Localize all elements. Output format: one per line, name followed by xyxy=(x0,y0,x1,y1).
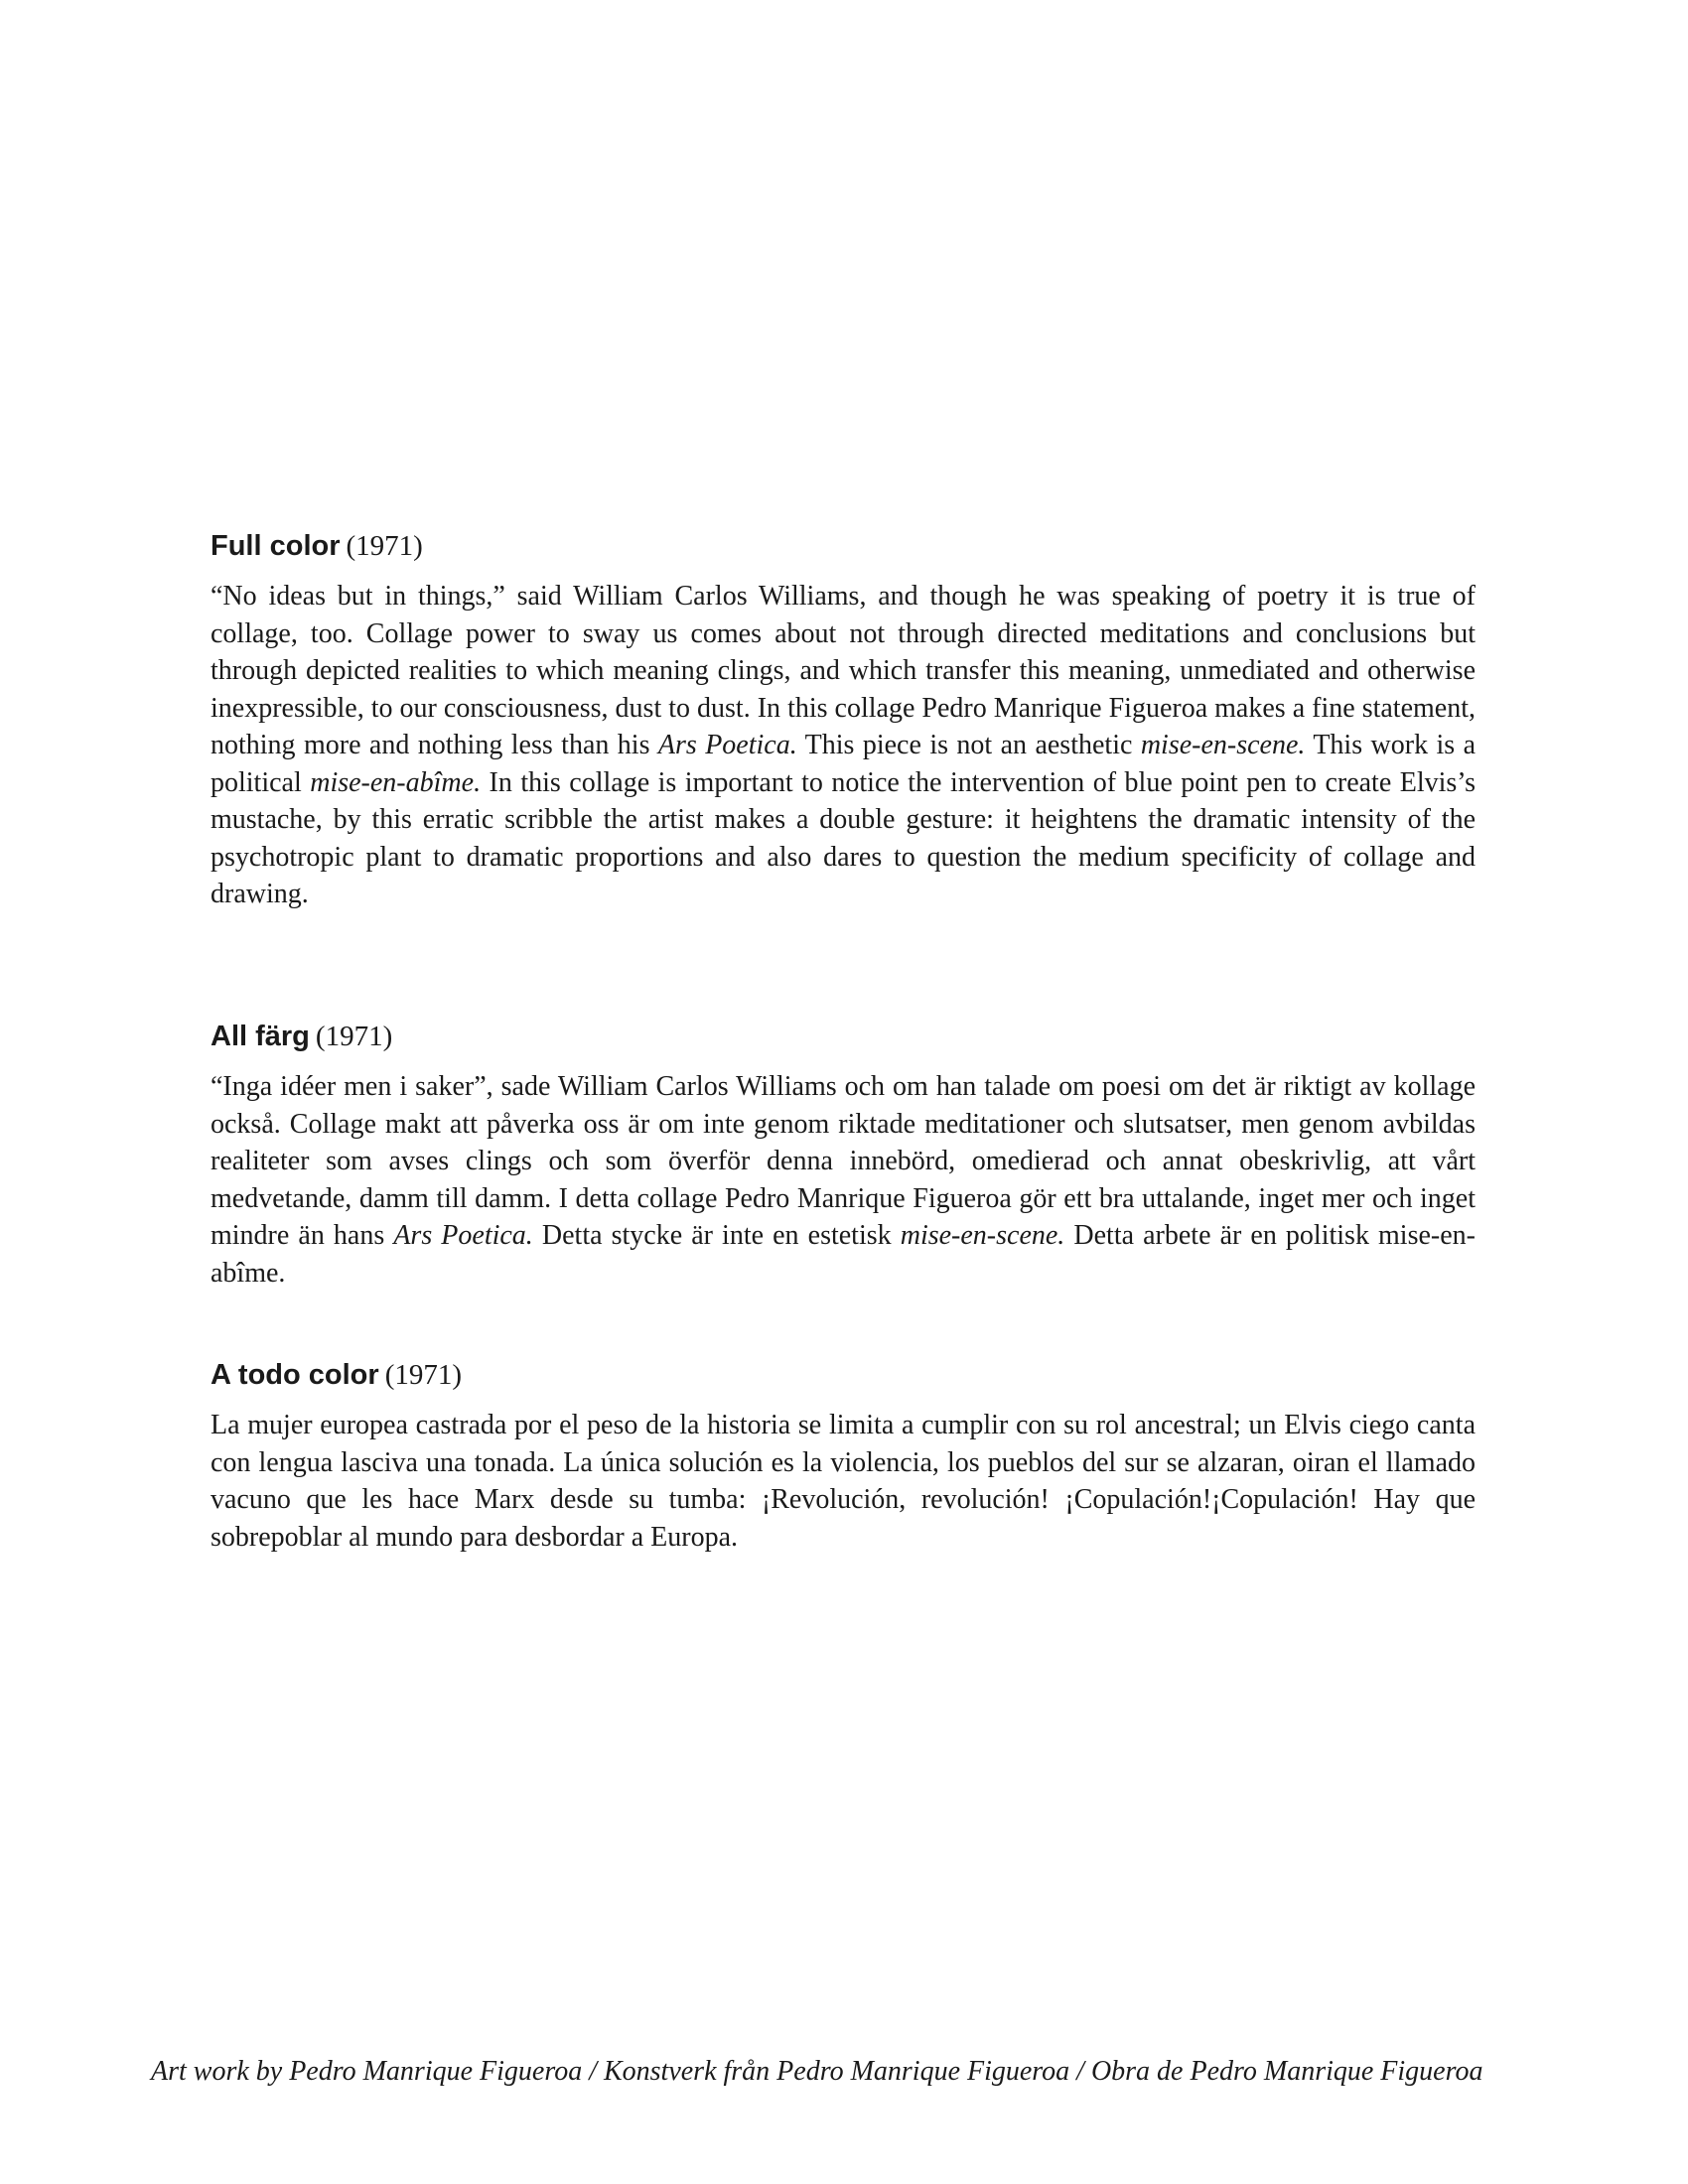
body-italic-title: Ars Poetica. xyxy=(393,1220,533,1251)
section-year: (1971) xyxy=(346,530,423,562)
section-a-todo-color xyxy=(211,1357,1476,1556)
body-text: “No ideas but in things,” said William Carlos Williams, and though he was speaking of poetry it is true of collage, too. Collage power to sway us comes about not through directed meditations and conclusions but through depicted realities to which meaning clings, and which transfer this meaning, unmediated and otherwise inexpressible, to our consciousness, dust to dust. In this collage Pedro Manrique Figueroa makes a fine statement, nothing more and nothing less than his xyxy=(211,581,1476,760)
body-text: In this collage is important to notice the intervention of blue point pen to create Elvis’s mustache, by this erratic scribble the artist makes a double gesture: it heightens the dramatic intensity of the psychotropic plant to dramatic proportions and also dares to question the medium specificity of collage and drawing. xyxy=(211,766,1476,909)
section-heading xyxy=(211,1357,1476,1393)
section-title: A todo color xyxy=(211,1359,379,1391)
section-body xyxy=(211,578,1476,913)
body-text: Detta stycke är inte en estetisk xyxy=(532,1220,901,1251)
body-text: This work is a political xyxy=(211,730,1477,798)
body-italic-title: Ars Poetica. xyxy=(657,730,797,760)
section-body xyxy=(211,1068,1476,1292)
section-year: (1971) xyxy=(384,1359,463,1391)
section-year: (1971) xyxy=(315,1021,393,1052)
section-heading xyxy=(211,528,1476,564)
body-text: Detta arbete är en politisk mise-en-abîme. xyxy=(211,1220,1476,1289)
body-italic-term: mise-en-scene. xyxy=(1140,730,1306,760)
section-heading xyxy=(211,1019,1476,1054)
body-italic-term: mise-en-scene. xyxy=(900,1220,1065,1251)
body-text: La mujer europea castrada por el peso de la historia se limita a cumplir con su rol ancestral; un Elvis ciego canta con lengua lasciva una tonada. La única solución es la violencia, los pueblos del sur se alzaran, oiran el llamado vacuno que les hace Marx desde su tumba: ¡Revolución, revolución! ¡Copulación!¡Copulación! Hay que sobrepoblar al mundo para desbordar a Europa. xyxy=(211,1410,1476,1553)
section-body xyxy=(211,1407,1476,1556)
section-title: All färg xyxy=(211,1021,310,1052)
section-all-farg xyxy=(211,1019,1476,1292)
body-italic-term: mise-en-abîme. xyxy=(310,766,482,798)
section-title: Full color xyxy=(211,530,341,562)
body-text: This piece is not an aesthetic xyxy=(796,730,1141,760)
body-text: “Inga idéer men i saker”, sade William Carlos Williams och om han talade om poesi om det är riktigt av kollage också. Collage makt att påverka oss är om inte genom riktade meditationer och slutsatser, men genom avbildas realiteter som avses clings och som överför denna innebörd, omedierad och annat obeskrivlig, att vårt medvetande, damm till damm. I detta collage Pedro Manrique Figueroa gör ett bra uttalande, inget mer och inget mindre än hans xyxy=(211,1071,1476,1251)
section-full-color xyxy=(211,528,1476,913)
page-footer: Art work by Pedro Manrique Figueroa / Konstverk från Pedro Manrique Figueroa / Obra de Pedro Manrique Figueroa xyxy=(151,2056,1483,2087)
